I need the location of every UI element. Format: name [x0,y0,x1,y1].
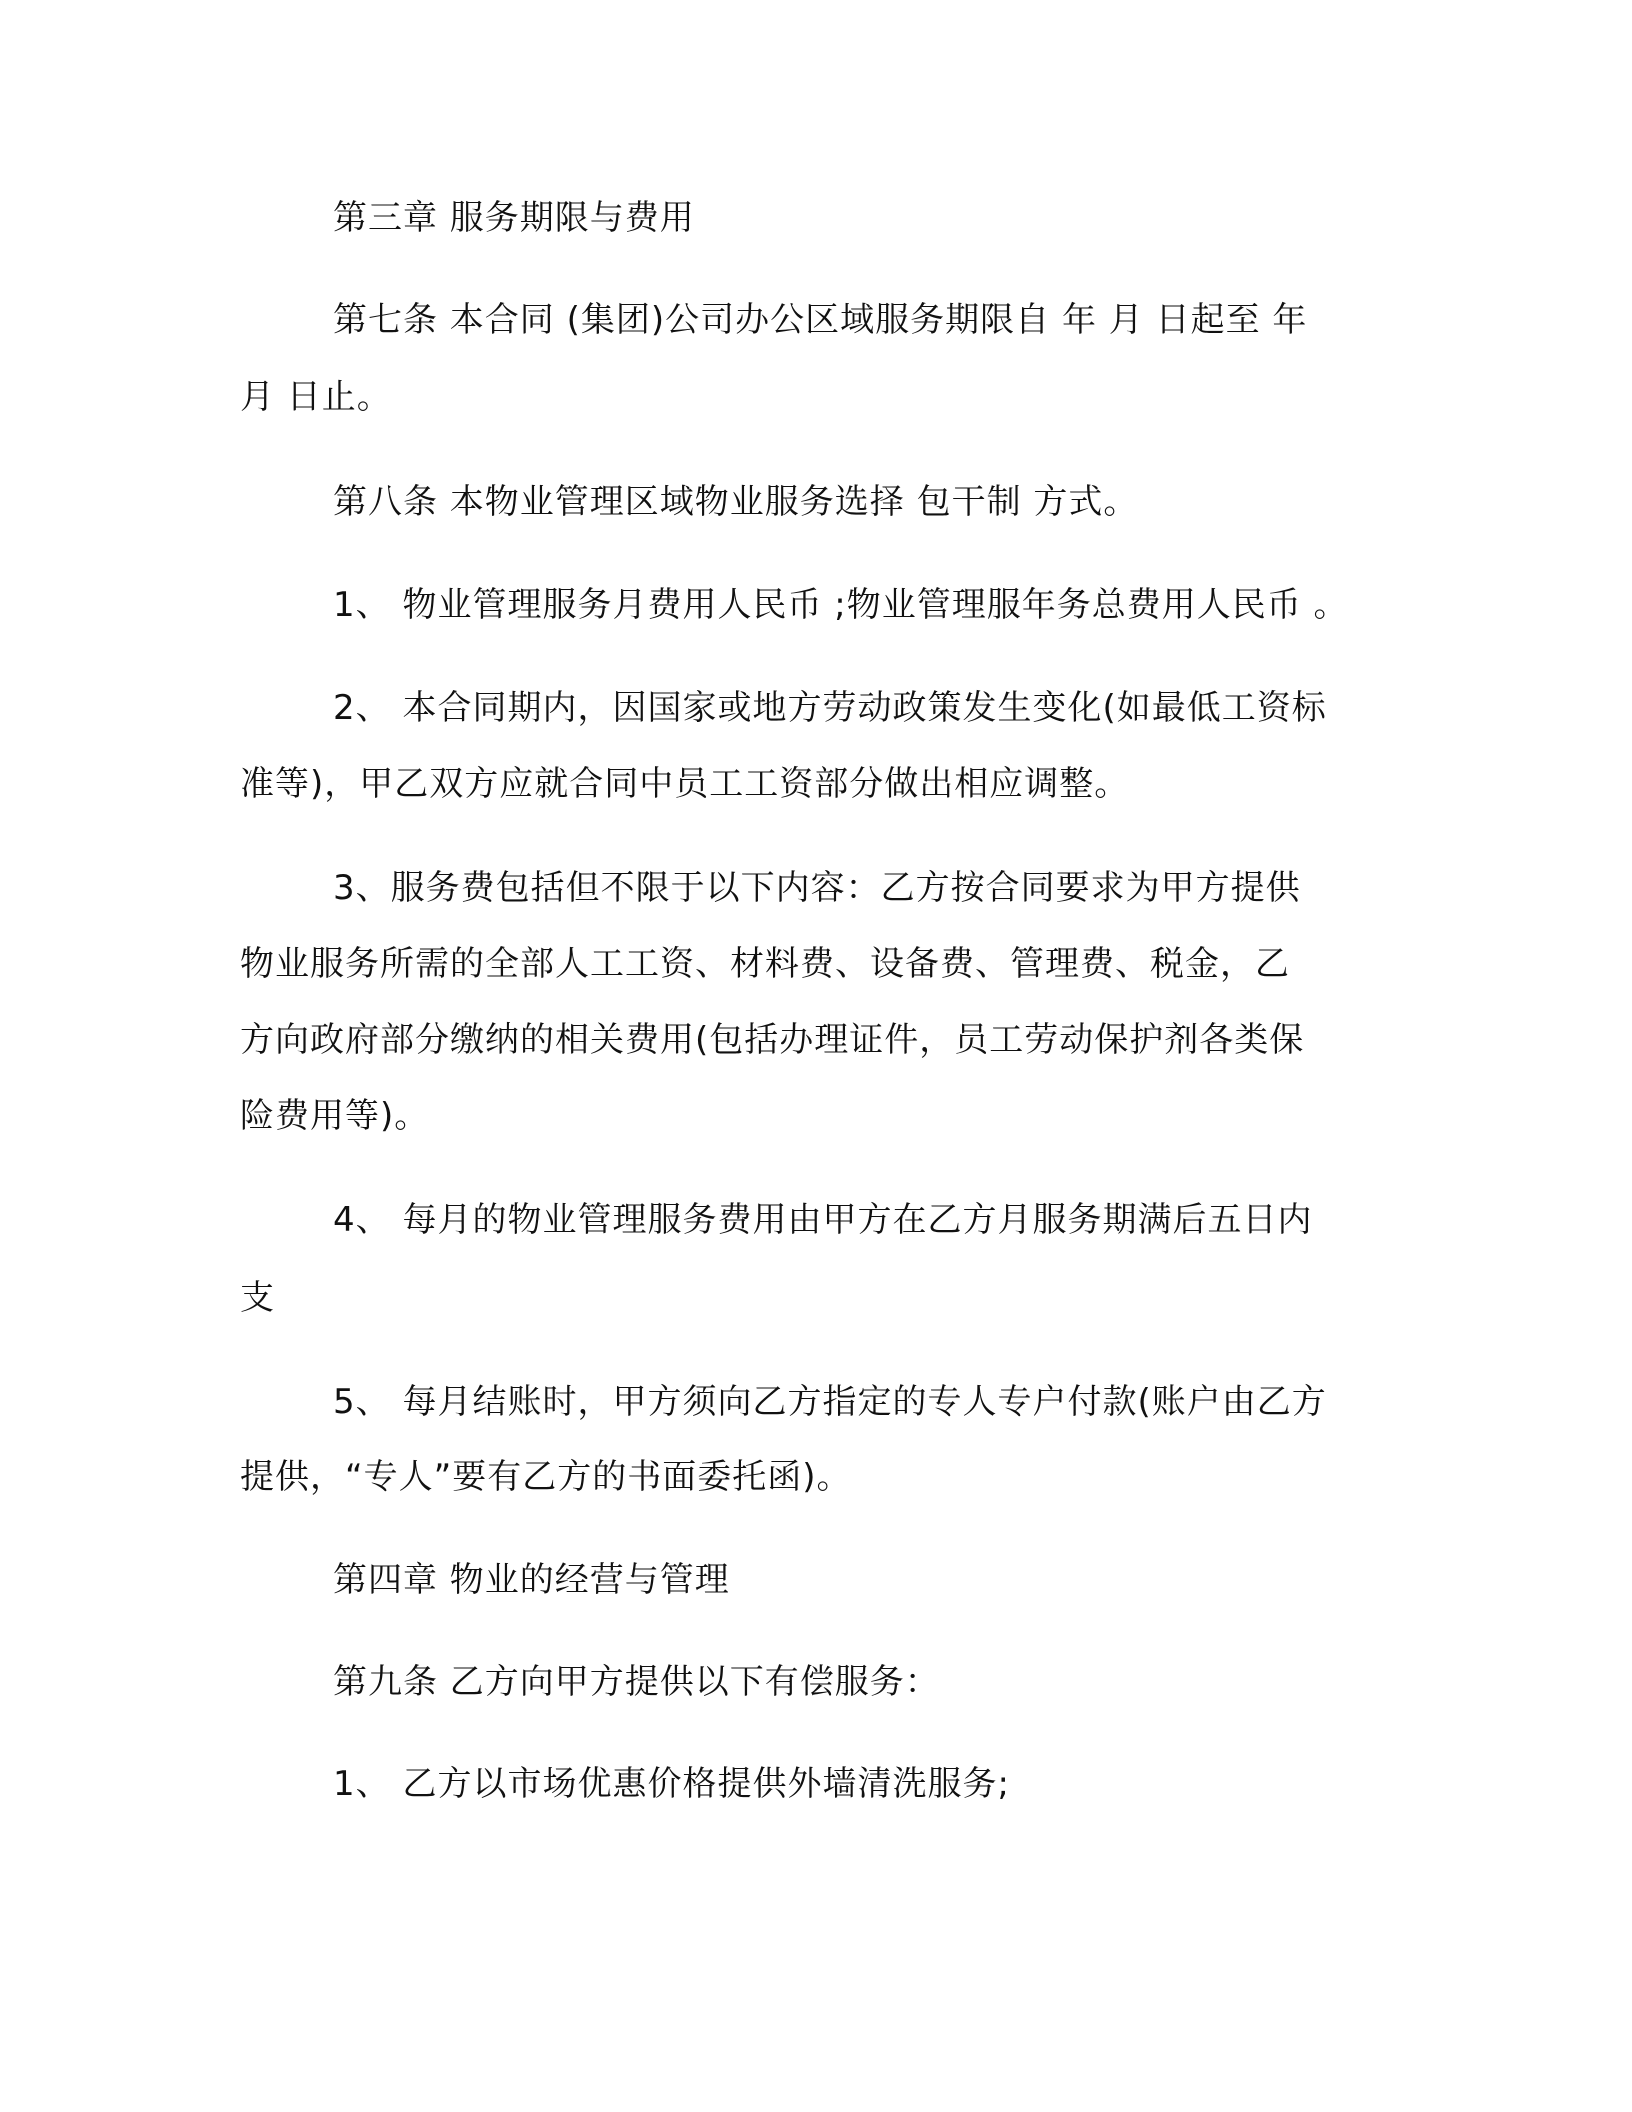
item2-line2: 准等)，甲乙双方应就合同中员工工资部分做出相应调整。 [240,764,1130,804]
item3-line3: 方向政府部分缴纳的相关费用(包括办理证件，员工劳动保护剂各类保 [240,1020,1305,1060]
article8: 第八条 本物业管理区域物业服务选择 包干制 方式。 [333,482,1139,522]
article7-line1: 第七条 本合同 (集团)公司办公区域服务期限自 年 月 日起至 年 [333,300,1308,340]
article9: 第九条 乙方向甲方提供以下有偿服务： [333,1662,940,1702]
item4-line2: 支 [240,1278,275,1318]
article7-line2: 月 日止。 [240,377,392,417]
chapter3-heading: 第三章 服务期限与费用 [333,198,695,238]
item5-line1: 5、 每月结账时，甲方须向乙方指定的专人专户付款(账户由乙方 [333,1382,1327,1422]
item2-line1: 2、 本合同期内，因国家或地方劳动政策发生变化(如最低工资标 [333,688,1327,728]
item4-line1: 4、 每月的物业管理服务费用由甲方在乙方月服务期满后五日内 [333,1200,1313,1240]
item3-line1: 3、服务费包括但不限于以下内容：乙方按合同要求为甲方提供 [333,868,1301,908]
item3-line2: 物业服务所需的全部人工工资、材料费、设备费、管理费、税金，乙 [240,944,1290,984]
article9-item1: 1、 乙方以市场优惠价格提供外墙清洗服务; [333,1764,1010,1804]
item1: 1、 物业管理服务月费用人民币 ;物业管理服年务总费用人民币 。 [333,585,1349,625]
item5-line2: 提供，“专人”要有乙方的书面委托函)。 [240,1457,852,1497]
item3-line4: 险费用等)。 [240,1096,430,1136]
chapter4-heading: 第四章 物业的经营与管理 [333,1560,730,1600]
